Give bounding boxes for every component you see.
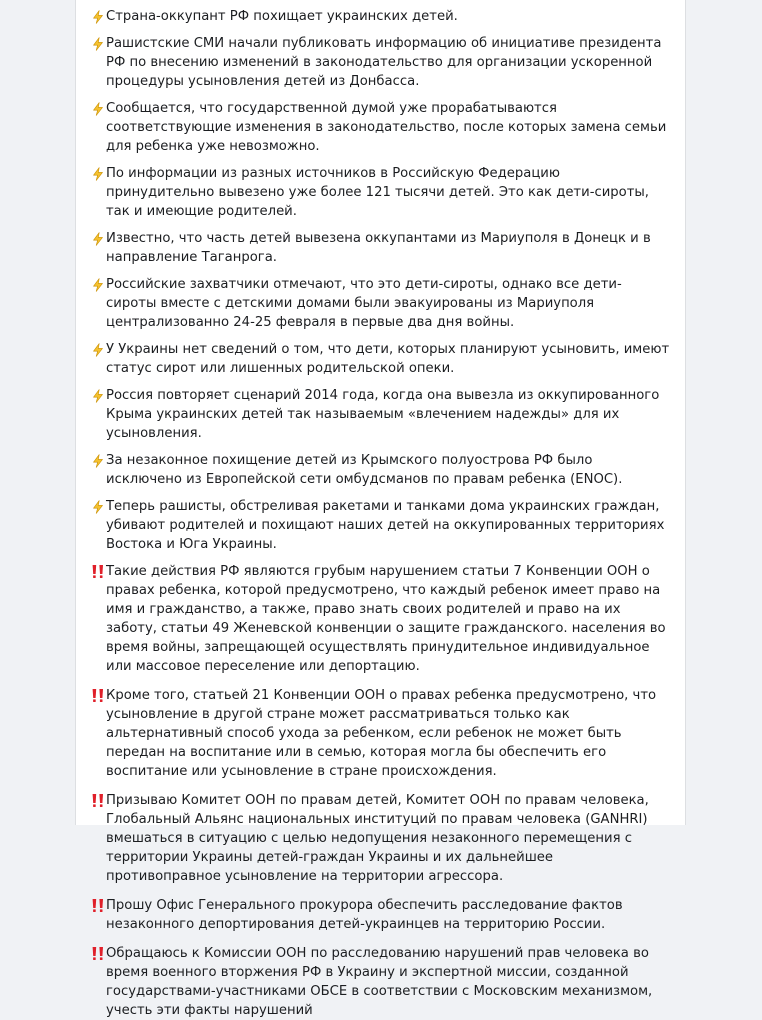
double-exclamation-icon <box>90 562 105 581</box>
post-paragraph <box>90 497 670 554</box>
paragraph-text: Такие действия РФ являются грубым нарушением статьи 7 Конвенции ООН о правах ребенка, которой предусмотрено, что каждый ребенок имеет право на имя и гражданство, а также, право знать своих родителей и право на их заботу, статьи 49 Женевской конвенции о защите гражданского. населения во время войны, запрещающей осуществлять принудительное индивидуальное или массовое переселение или депортацию. <box>106 564 666 674</box>
post-paragraph <box>90 340 670 378</box>
post-paragraph <box>90 164 670 221</box>
paragraph-text: Призываю Комитет ООН по правам детей, Комитет ООН по правам человека, Глобальный Альянс национальных институций по правам человека (GANHRI) вмешаться в ситуацию с целью недопущения незаконного перемещения с территории Украины детей-граждан Украины и их дальнейшее противоправное усыновление на территории агрессора. <box>106 793 649 884</box>
post-card <box>75 0 686 1018</box>
paragraph-text: У Украины нет сведений о том, что дети, которых планируют усыновить, имеют статус сирот или лишенных родительской опеки. <box>106 342 670 376</box>
paragraph-text: Страна-оккупант РФ похищает украинских детей. <box>106 9 458 24</box>
paragraph-text: Обращаюсь к Комиссии ООН по расследованию нарушений прав человека во время военного вторжения РФ в Украину и экспертной миссии, созданной государствами-участниками ОБСЕ в соответствии с Московским механизмом, учесть эти факты нарушений <box>106 946 653 1018</box>
post-paragraph <box>90 791 670 886</box>
post-paragraph <box>90 99 670 156</box>
paragraph-text: Рашистские СМИ начали публиковать информацию об инициативе президента РФ по внесению изменений в законодательство для организации ускоренной процедуры усыновления детей из Донбасса. <box>106 36 662 89</box>
post-paragraph <box>90 275 670 332</box>
double-exclamation-icon <box>90 686 105 705</box>
lightning-icon <box>90 99 105 118</box>
paragraph-text: Кроме того, статьей 21 Конвенции ООН о правах ребенка предусмотрено, что усыновление в другой стране может рассматриваться только как альтернативный способ ухода за ребенком, если ребенок не может быть передан на воспитание или в семью, которая могла бы обеспечить его воспитание или усыновление в стране происхождения. <box>106 688 657 779</box>
post-paragraph <box>90 386 670 443</box>
double-exclamation-icon <box>90 896 105 915</box>
lightning-icon <box>90 497 105 516</box>
lightning-icon <box>90 164 105 183</box>
paragraph-text: Известно, что часть детей вывезена оккупантами из Мариуполя в Донецк и в направление Таганрога. <box>106 231 651 265</box>
double-exclamation-icon <box>90 791 105 810</box>
post-paragraph <box>90 229 670 267</box>
post-paragraph <box>90 896 670 934</box>
post-paragraph <box>90 686 670 781</box>
post-paragraph <box>90 7 670 26</box>
paragraph-text: Теперь рашисты, обстреливая ракетами и танками дома украинских граждан, убивают родителей и похищают наших детей на оккупированных территориях Востока и Юга Украины. <box>106 499 665 552</box>
lightning-icon <box>90 229 105 248</box>
paragraph-text: Россия повторяет сценарий 2014 года, когда она вывезла из оккупированного Крыма украинских детей так называемым «влечением надежды» для их усыновления. <box>106 388 660 441</box>
double-exclamation-icon <box>90 944 105 963</box>
lightning-icon <box>90 34 105 53</box>
paragraph-text: Российские захватчики отмечают, что это дети-сироты, однако все дети-сироты вместе с детскими домами были эвакуированы из Мариуполя централизованно 24-25 февраля в первые два дня войны. <box>106 277 622 330</box>
paragraph-text: За незаконное похищение детей из Крымского полуострова РФ было исключено из Европейской сети омбудсманов по правам ребенка (ENOC). <box>106 453 623 487</box>
lightning-icon <box>90 7 105 26</box>
lightning-icon <box>90 275 105 294</box>
paragraph-text: Прошу Офис Генерального прокурора обеспечить расследование фактов незаконного депортирования детей-украинцев на территорию России. <box>106 898 623 932</box>
post-paragraph <box>90 944 670 1020</box>
post-paragraph <box>90 562 670 676</box>
lightning-icon <box>90 451 105 470</box>
post-body <box>76 0 670 1020</box>
lightning-icon <box>90 340 105 359</box>
post-paragraph <box>90 34 670 91</box>
paragraph-text: По информации из разных источников в Российскую Федерацию принудительно вывезено уже более 121 тысячи детей. Это как дети-сироты, так и имеющие родителей. <box>106 166 649 219</box>
post-paragraph <box>90 451 670 489</box>
lightning-icon <box>90 386 105 405</box>
paragraph-text: Сообщается, что государственной думой уже прорабатываются соответствующие изменения в законодательство, после которых замена семьи для ребенка уже невозможно. <box>106 101 667 154</box>
